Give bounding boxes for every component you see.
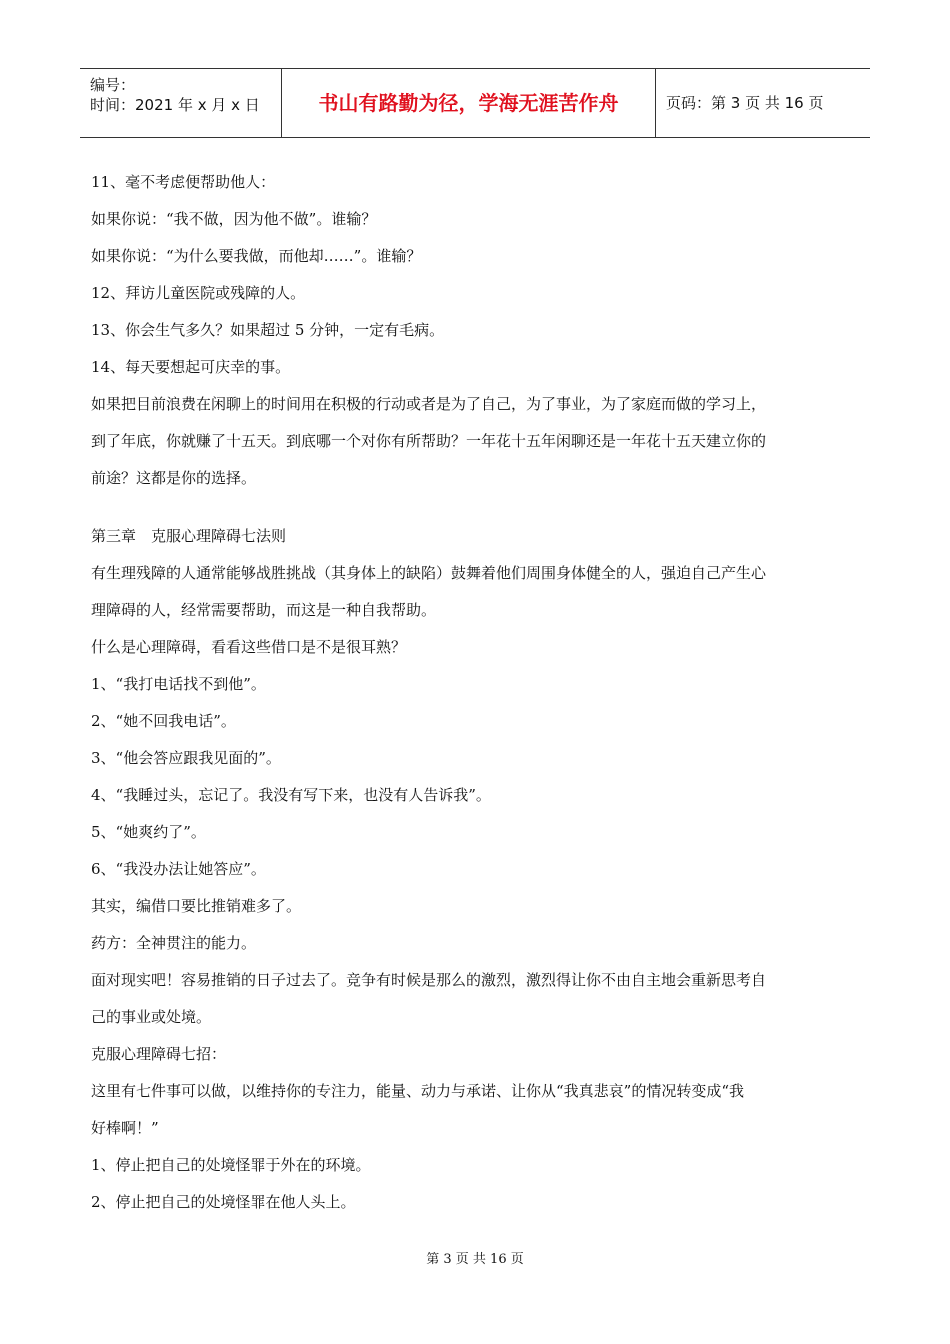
text-line: 如果你说：“为什么要我做，而他却……”。谁输？	[91, 247, 422, 265]
text-line: 到了年底，你就赚了十五天。到底哪一个对你有所帮助？一年花十五年闲聊还是一年花十五天建立你的	[91, 432, 767, 450]
list-item: 5、“她爽约了”。	[91, 823, 206, 841]
text-line: 面对现实吧！容易推销的日子过去了。竞争有时候是那么的激烈，激烈得让你不由自主地会重新思考自	[91, 971, 767, 989]
page-header	[80, 68, 870, 138]
text-line: 药方：全神贯注的能力。	[91, 934, 257, 952]
text-line: 11、毫不考虑便帮助他人：	[91, 173, 276, 191]
text-line: 如果把目前浪费在闲聊上的时间用在积极的行动或者是为了自己，为了事业，为了家庭而做的学习上，	[91, 395, 767, 413]
list-item: 1、停止把自己的处境怪罪于外在的环境。	[91, 1156, 371, 1174]
paragraph-spacer	[91, 503, 851, 524]
list-item: 4、“我睡过头，忘记了。我没有写下来，也没有人告诉我”。	[91, 786, 491, 804]
text-line: 13、你会生气多久？如果超过 5 分钟，一定有毛病。	[91, 321, 445, 339]
document-body	[91, 170, 851, 1227]
text-line: 克服心理障碍七招：	[91, 1045, 227, 1063]
text-line: 14、每天要想起可庆幸的事。	[91, 358, 291, 376]
document-date-label: 时间：2021 年 x 月 x 日	[90, 96, 260, 114]
list-item: 3、“他会答应跟我见面的”。	[91, 749, 281, 767]
document-number-label: 编号：	[90, 76, 136, 94]
header-left-cell	[80, 69, 282, 137]
text-line: 己的事业或处境。	[91, 1008, 212, 1026]
text-line: 12、拜访儿童医院或残障的人。	[91, 284, 306, 302]
header-page-number: 页码：第 3 页 共 16 页	[666, 94, 824, 112]
list-item: 2、“她不回我电话”。	[91, 712, 236, 730]
text-line: 理障碍的人，经常需要帮助，而这是一种自我帮助。	[91, 601, 437, 619]
text-line: 前途？这都是你的选择。	[91, 469, 257, 487]
text-line: 好棒啊！”	[91, 1119, 159, 1137]
text-line: 有生理残障的人通常能够战胜挑战（其身体上的缺陷）鼓舞着他们周围身体健全的人，强迫自己产生心	[91, 564, 767, 582]
header-motto: 书山有路勤为径，学海无涯苦作舟	[282, 69, 656, 137]
text-line: 如果你说：“我不做，因为他不做”。谁输？	[91, 210, 377, 228]
list-item: 6、“我没办法让她答应”。	[91, 860, 266, 878]
list-item: 2、停止把自己的处境怪罪在他人头上。	[91, 1193, 356, 1211]
page-footer: 第 3 页 共 16 页	[426, 1252, 524, 1267]
text-line: 什么是心理障碍，看看这些借口是不是很耳熟？	[91, 638, 407, 656]
chapter-heading: 第三章 克服心理障碍七法则	[91, 527, 287, 545]
text-line: 这里有七件事可以做，以维持你的专注力，能量、动力与承诺、让你从“我真悲哀”的情况转变成“我	[91, 1082, 745, 1100]
list-item: 1、“我打电话找不到他”。	[91, 675, 266, 693]
text-line: 其实，编借口要比推销难多了。	[91, 897, 302, 915]
